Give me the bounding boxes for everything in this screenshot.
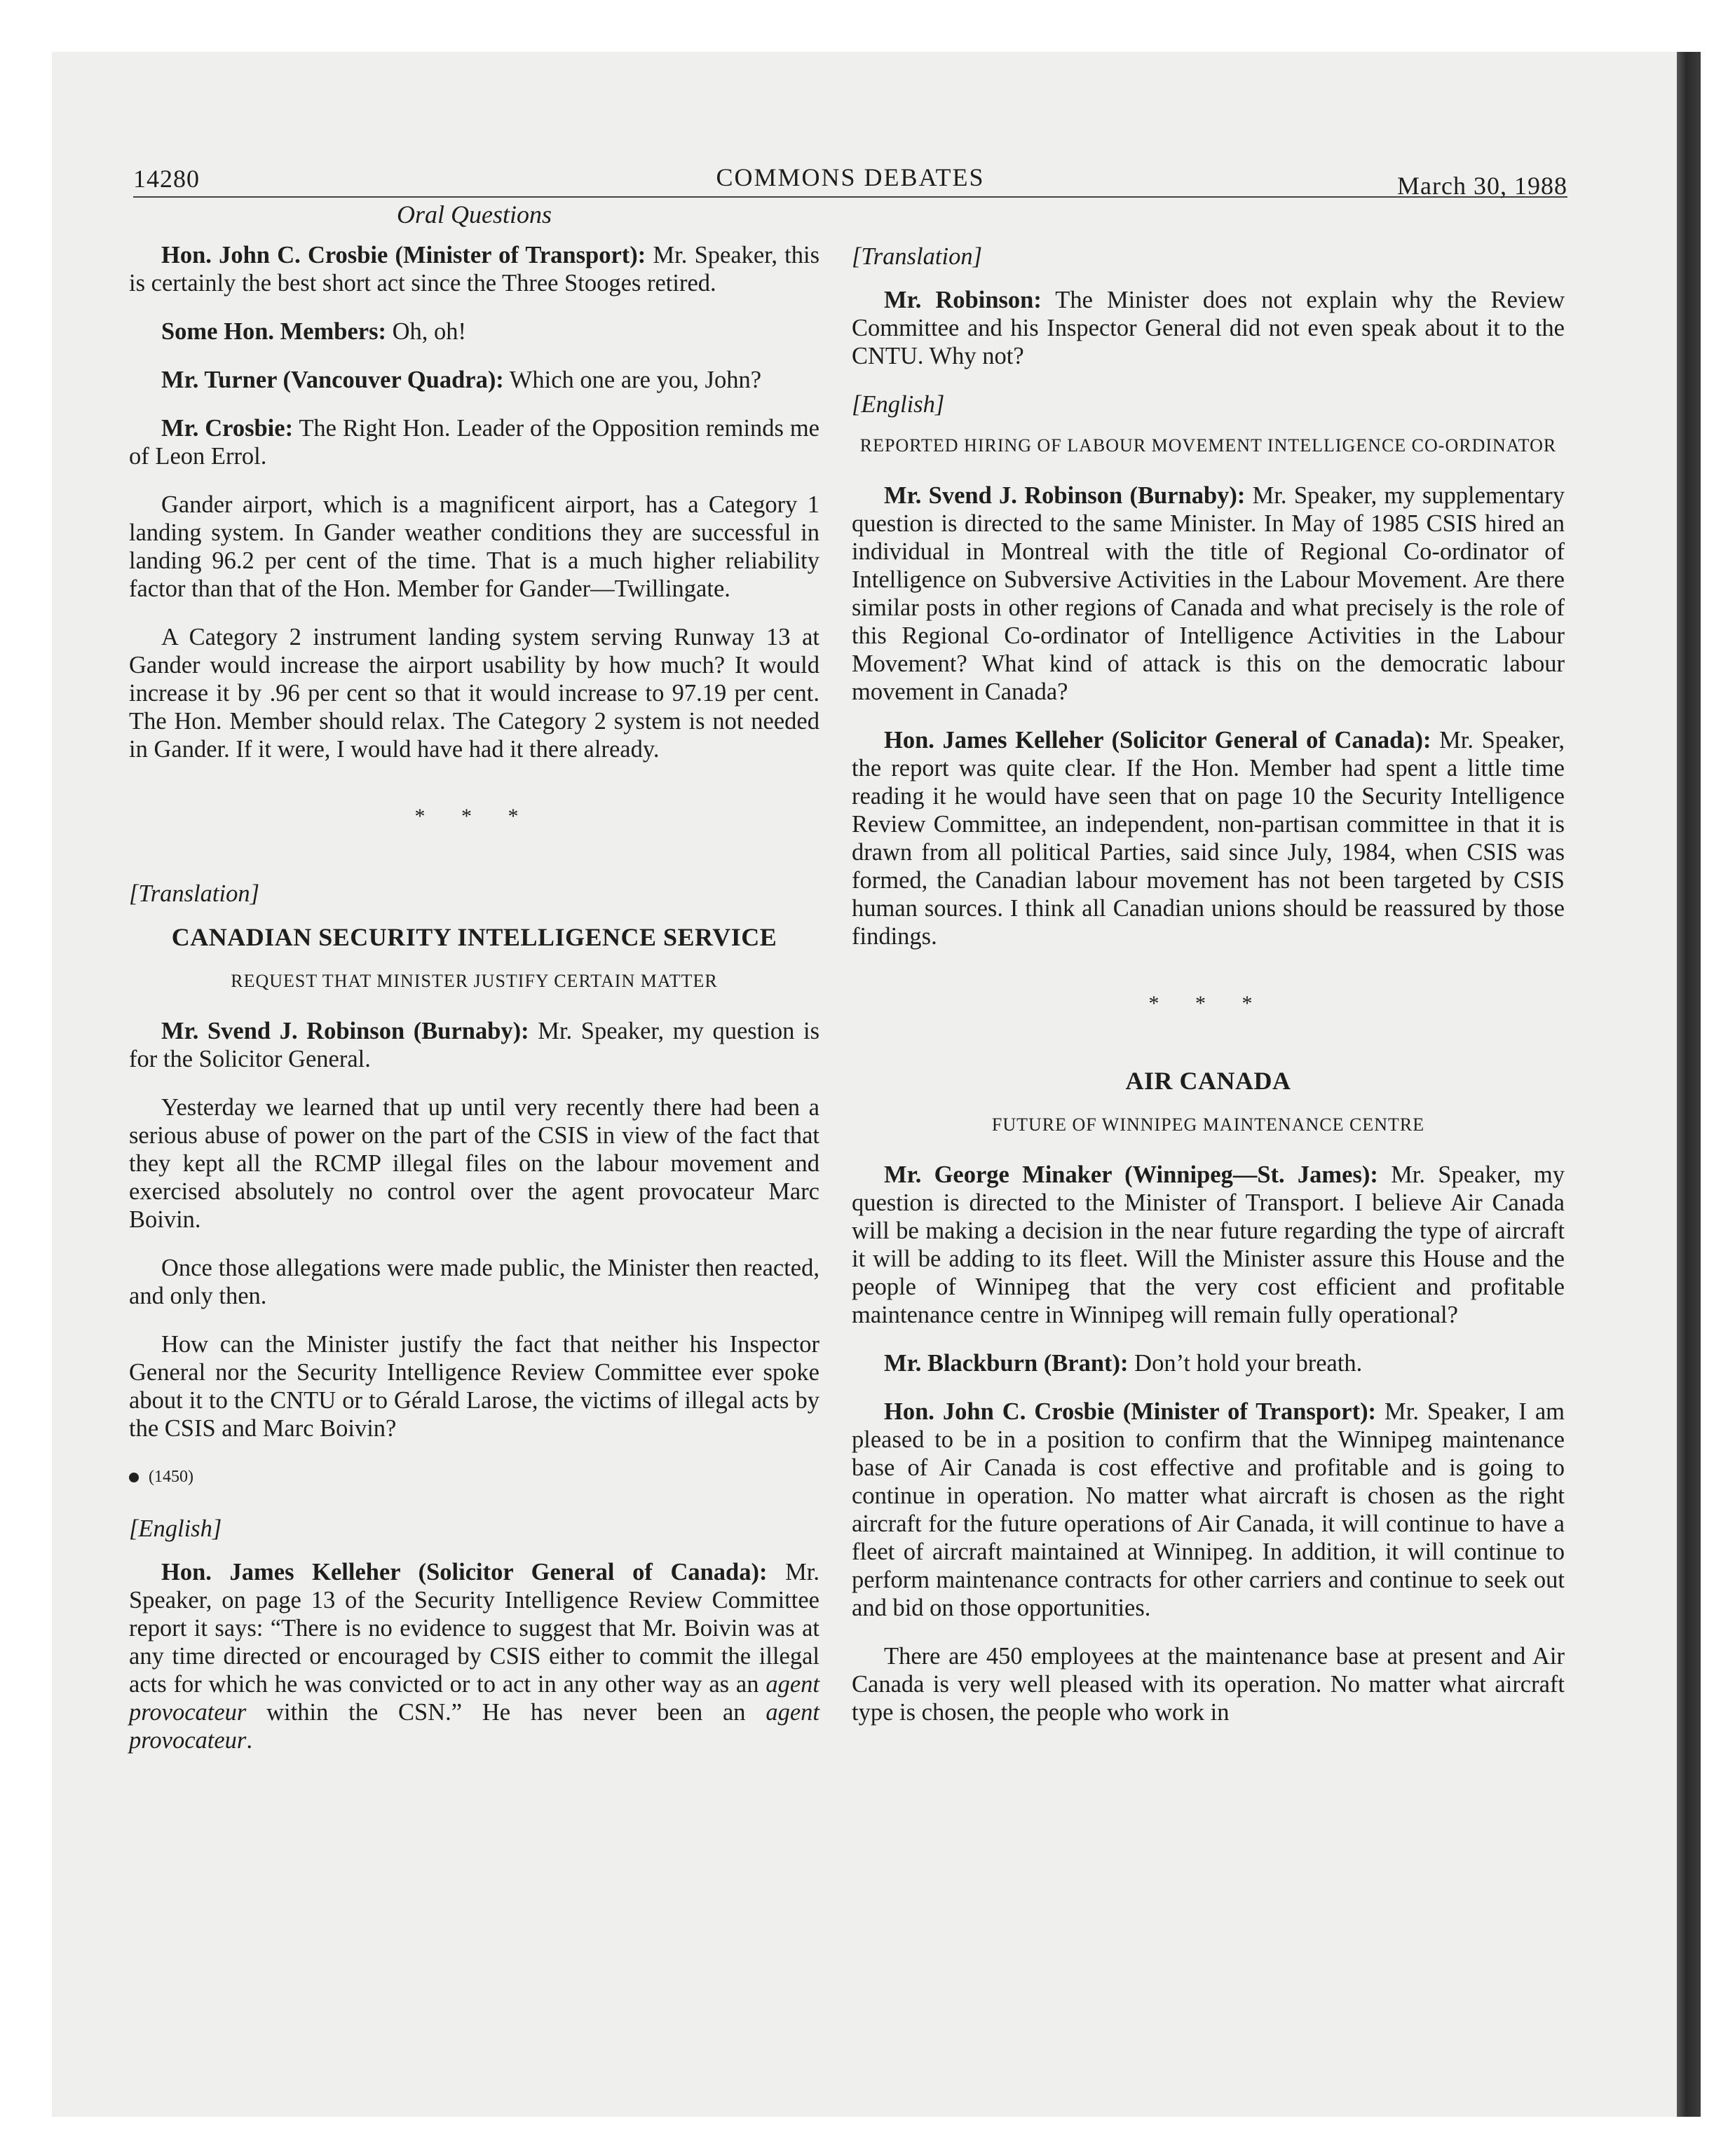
speech: Mr. Speaker, my question is directed to the Minister of Transport. I believe Air Canada will be making a decision in the near future regarding the type of aircraft it will be adding to its fleet. Will the Minister assure this House and the people of Winnipeg that the very cost efficient and profitable maintenance centre in Winnipeg will remain fully operational?: [852, 1161, 1565, 1328]
publication-title: COMMONS DEBATES: [716, 163, 985, 191]
speaker: Mr. Blackburn (Brant):: [884, 1350, 1129, 1377]
speech: Don’t hold your breath.: [1128, 1350, 1363, 1377]
paragraph: Gander airport, which is a magnificent airport, has a Category 1 landing system. In Gander weather conditions they are successful in landing 96.2 per cent of the time. That is a much higher reliability factor than that of the Hon. Member for Gander—Twillingate.: [129, 491, 819, 602]
sub-heading: REQUEST THAT MINISTER JUSTIFY CERTAIN MATTER: [231, 971, 718, 991]
speaker: Mr. Svend J. Robinson (Burnaby):: [161, 1018, 529, 1044]
page-number: 14280: [133, 165, 200, 193]
speech: Which one are you, John?: [503, 367, 762, 393]
sub-heading: REPORTED HIRING OF LABOUR MOVEMENT INTELLIGENCE CO-ORDINATOR: [859, 435, 1557, 456]
speaker: Mr. Crosbie:: [161, 415, 294, 442]
speaker: Hon. John C. Crosbie (Minister of Transport):: [161, 242, 646, 268]
paragraph: [129, 1017, 819, 1073]
language-marker: [Translation]: [129, 880, 259, 907]
speech: Mr. Speaker, my supplementary question is directed to the same Minister. In May of 1985 CSIS hired an individual in Montreal with the title of Regional Co-ordinator of Intelligence on Subversive Activities in the Labour Movement. Are there similar posts in other regions of Canada and what precisely is the role of this Regional Co-ordinator of Intelligence Activities in the Labour Movement? What kind of attack is this on the democratic labour movement in Canada?: [852, 482, 1565, 705]
paragraph: [852, 1398, 1565, 1622]
speech: Oh, oh!: [386, 318, 467, 345]
binding-edge: [1677, 52, 1701, 2117]
speaker: Mr. Svend J. Robinson (Burnaby):: [884, 482, 1246, 509]
language-marker: [Translation]: [852, 243, 982, 270]
paragraph: A Category 2 instrument landing system serving Runway 13 at Gander would increase the airport usability by how much? It would increase it by .96 per cent so that it would increase to 97.19 per cent. The Hon. Member should relax. The Category 2 system is not needed in Gander. If it were, I would have had it there already.: [129, 624, 819, 763]
section-heading: AIR CANADA: [1125, 1067, 1291, 1095]
paragraph: [129, 1558, 819, 1754]
speech: The Minister does not explain why the Review Committee and his Inspector General did not even speak about it to the CNTU. Why not?: [852, 287, 1565, 369]
section-title: Oral Questions: [396, 200, 552, 228]
paragraph: Yesterday we learned that up until very recently there had been a serious abuse of power on the part of the CSIS in view of the fact that they kept all the RCMP illegal files on the labour movement and exercised absolutely no control over the agent provocateur Marc Boivin.: [129, 1094, 819, 1233]
italic-term: agent provocateur: [129, 1671, 819, 1726]
paragraph: [852, 726, 1565, 950]
paragraph: How can the Minister justify the fact that neither his Inspector General nor the Security Intelligence Review Committee ever spoke about it to the CNTU or to Gérald Larose, the victims of illegal acts by the CSIS and Marc Boivin?: [129, 1331, 819, 1442]
section-heading: CANADIAN SECURITY INTELLIGENCE SERVICE: [171, 923, 777, 951]
speaker: Some Hon. Members:: [161, 318, 386, 345]
speech: Mr. Speaker, my question is for the Solicitor General.: [129, 1018, 819, 1072]
right-column: [852, 200, 1565, 1747]
page-date: March 30, 1988: [1397, 172, 1567, 200]
speech: Mr. Speaker, the report was quite clear. If the Hon. Member had spent a little time reading it he would have seen that on page 10 the Security Intelligence Review Committee, an independent, non-partisan committee in that it is drawn from all political Parties, said since July, 1984, when CSIS was formed, the Canadian labour movement has not been targeted by CSIS human sources. I think all Canadian unions should be reassured by those findings.: [852, 727, 1565, 950]
sub-heading: FUTURE OF WINNIPEG MAINTENANCE CENTRE: [991, 1114, 1425, 1135]
speaker: Mr. Turner (Vancouver Quadra):: [161, 367, 504, 393]
paragraph: [129, 366, 819, 394]
paragraph: [852, 1349, 1565, 1377]
bullet-icon: [129, 1473, 139, 1482]
speech: .: [246, 1727, 252, 1754]
page-header: [133, 154, 1567, 198]
speech: Mr. Speaker, this is certainly the best short act since the Three Stooges retired.: [129, 242, 820, 296]
time-marker: [129, 1463, 819, 1491]
language-marker: [English]: [129, 1515, 222, 1542]
speech: Mr. Speaker, on page 13 of the Security Intelligence Review Committee report it says: “There is no evidence to suggest that Mr. Boivin was at any time directed or encouraged by CSIS either to commit the illegal acts for which he was convicted or to act in any other way as an: [129, 1559, 820, 1698]
language-marker: [English]: [852, 391, 945, 418]
speech: Mr. Speaker, I am pleased to be in a position to confirm that the Winnipeg maintenance base of Air Canada is cost effective and profitable and is going to continue in operation. No matter what aircraft is chosen as the right aircraft for the future operations of Air Canada, it will continue to have a fleet of aircraft maintained at Winnipeg. In addition, it will continue to perform maintenance contracts for other carriers and continue to seek out and bid on those opportunities.: [852, 1398, 1565, 1621]
speaker: Mr. Robinson:: [884, 287, 1042, 313]
paragraph: [129, 318, 819, 346]
italic-term: agent provocateur: [129, 1699, 819, 1754]
time-stamp: (1450): [149, 1468, 193, 1486]
speech: The Right Hon. Leader of the Opposition reminds me of Leon Errol.: [129, 415, 819, 470]
paragraph: Once those allegations were made public, the Minister then reacted, and only then.: [129, 1255, 819, 1309]
paragraph: [852, 1161, 1565, 1329]
speech: within the CSN.” He has never been an: [246, 1699, 766, 1726]
speaker: Hon. James Kelleher (Solicitor General of Canada):: [161, 1559, 768, 1585]
speaker: Hon. John C. Crosbie (Minister of Transport):: [884, 1398, 1377, 1425]
left-column: [129, 200, 819, 1775]
section-separator: * * *: [414, 805, 534, 828]
paragraph: [852, 482, 1565, 706]
paragraph: There are 450 employees at the maintenance base at present and Air Canada is very well pleased with its operation. No matter what aircraft type is chosen, the people who work in: [852, 1643, 1565, 1726]
paragraph: [852, 286, 1565, 370]
paragraph: [129, 241, 819, 297]
speaker: Mr. George Minaker (Winnipeg—St. James):: [884, 1161, 1378, 1188]
paragraph: [129, 414, 819, 470]
section-separator: * * *: [1148, 992, 1268, 1015]
speaker: Hon. James Kelleher (Solicitor General of Canada):: [884, 727, 1431, 753]
